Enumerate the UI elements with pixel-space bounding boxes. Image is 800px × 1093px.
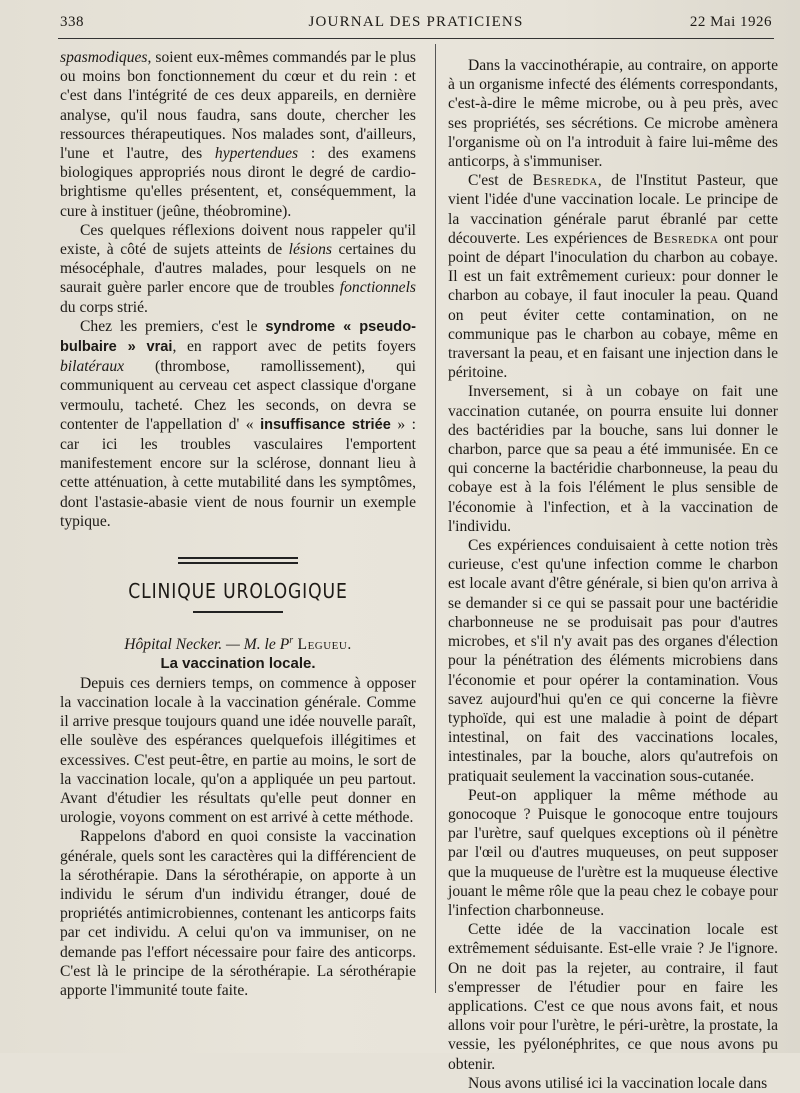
- text-run: Ces quelques réflexions doivent nous rappeler qu'il existe, à côté de sujets atteints de: [60, 221, 416, 259]
- paragraph: Ces expériences conduisaient à cette notion très curieuse, c'est qu'une infection comme le charbon est locale avant d'être générale, si bien qu'on arriva à se demander si ce qui se passait pour une bactéridie charbonneuse ne se produisait pas pour d'autres microbes, et s'il n'y avait pas des organes d'élection pour la pénétration des éléments microbiens dans l'économie et pour opérer la contamination. Vous savez aujourd'hui qu'en ce qui concerne la fièvre typhoïde, qui est une maladie à point de départ intestinal, on fait des vaccinations locales, intestinales, par la bouche, alors qu'autrefois on pratiquait seulement la vaccination sous-cutanée.: [448, 537, 778, 785]
- author-name: Besredka: [653, 229, 719, 247]
- author-name: Legueu.: [293, 636, 352, 654]
- paragraph: Dans la vaccinothérapie, au contraire, on apporte à un organisme infecté des éléments correspondants, c'est-à-dire le même microbe, ou à peu près, avec ses propriétés, ses sécrétions. Ce microbe amènera l'organisme où on l'a introduit à faire lui-même des anticorps, à s'immuniser.: [448, 57, 778, 171]
- text-run: Chez les premiers, c'est le: [80, 317, 266, 335]
- article-title: La vaccination locale.: [160, 655, 316, 673]
- header-rule: [58, 38, 774, 39]
- superscript: r: [289, 635, 294, 647]
- italic-text: fonctionnels: [339, 279, 416, 297]
- paragraph: [60, 221, 416, 317]
- italic-text: spasmodiques: [60, 49, 148, 66]
- italic-text: lésions: [288, 241, 332, 259]
- paragraph: Depuis ces derniers temps, on commence à opposer la vaccination locale à la vaccination générale. Comme il arrive presque toujours quand une idée nouvelle paraît, elle soulève des espérances quelquefois illégitimes et excessives. C'est peut-être, en partie au moins, le sort de la vaccination locale, qu'on a appliquée un peu partout. Avant d'étudier les résultats qu'elle peut donner en urologie, voyons comment on est arrivé à cette méthode.: [60, 674, 416, 827]
- paragraph: Inversement, si à un cobaye on fait une vaccination cutanée, on pourra ensuite lui donner des bactéridies par la bouche, sans lui donner le charbon, parce que sa peau a été immunisée. En ce qui concerne la bactéridie charbonneuse, la peau du cobaye est à la fois l'élément le plus sensible de l'économie à l'infection, et à la vaccination de l'individu.: [448, 383, 778, 535]
- section-separator: [178, 557, 298, 564]
- column-divider: [435, 44, 436, 993]
- text-run: ont pour point de départ l'inoculation du charbon au cobaye. Il est un fait extrêmement curieux: pour donner le charbon au cobaye, il faut inoculer la peau. Quand on peut éviter cette contamination, on ne communique pas le charbon au cobaye, même en traversant la peau, et en faisant une injection dans le péritoine.: [448, 229, 779, 382]
- paragraph: [448, 171, 778, 382]
- text-run: (thrombose, ramollissement), qui communiquent au cerveau cet aspect classique d'organe vermoulu, tacheté. Chez les seconds, on devra se contenter de l'appellation d' «: [60, 358, 416, 433]
- paragraph: Peut-on appliquer la même méthode au gonocoque ? Puisque le gonocoque entre toujours par l'urètre, sauf quelques exceptions où il pénètre par l'œil ou d'autres muqueuses, on peut supposer que la muqueuse de l'urètre est la muqueuse élective jouant le même rôle que la peau chez le cobaye pour l'infection charbonneuse.: [448, 786, 778, 919]
- paragraph: [60, 317, 416, 531]
- text-run: , de l'Institut Pasteur, que vient l'idée d'une vaccination locale. Le principe de la vaccination générale parut ébranlé par cette découverte. Les expériences de: [448, 172, 778, 247]
- bold-text: syndrome « pseudo-bulbaire » vrai: [60, 318, 416, 356]
- paragraph: Rappelons d'abord en quoi consiste la vaccination générale, quels sont les caractères qui la différencient de la sérothérapie. Dans la sérothérapie, on apporte à un individu le sérum d'un individu étranger, doué de propriétés antimicrobiennes, contenant les anticorps faits par cet individu. A celui qu'on va immuniser, on ne demande pas l'effort nécessaire pour faire des anticorps. C'est là le principe de la sérothérapie. La sérothérapie apporte l'immunité toute faite.: [60, 828, 416, 999]
- text-run: certaines du mésocéphale, d'autres malades, pour lesquels on ne saurait guère parler encore que de troubles: [60, 241, 416, 297]
- text-run: » : car ici les troubles vasculaires l'emportent manifestement encore sur la sclérose, donnant lieu à cette atténuation, à cette mutabilité dans les symptômes, dont l'astasie-abasie vient de nous fournir un exemple typique.: [60, 415, 416, 530]
- italic-text: bilatéraux: [60, 358, 125, 376]
- hospital-line: [60, 635, 416, 654]
- text-run: , soient eux-mêmes commandés par le plus ou moins bon fonctionnement du cœur et du rein : et c'est dans l'intégrité de ces deux appareils, en dernière analyse, qu'il nous faudra, sans doute, chercher les ressources thérapeutiques. Nos malades sont, d'ailleurs, l'une et l'autre, des: [60, 49, 416, 163]
- text-run: C'est de: [468, 172, 533, 190]
- issue-date: 22 Mai 1926: [689, 14, 772, 30]
- paragraph: [60, 48, 416, 221]
- author-name: Besredka: [532, 172, 598, 190]
- left-column: [60, 48, 416, 1000]
- paragraph: Nous avons utilisé ici la vaccination locale dans: [468, 1074, 768, 1092]
- text-run: : des examens biologiques appropriés nous diront le degré de cardio-brightisme qu'elles présentent, et, conséquemment, la cure à instituer (jeûne, théobromine).: [60, 145, 416, 220]
- italic-text: hypertendues: [214, 145, 299, 163]
- journal-title: JOURNAL DES PRATICIENS: [308, 14, 524, 30]
- text-run: — M. le P: [222, 636, 290, 654]
- running-head: [60, 14, 772, 36]
- section-title: CLINIQUE UROLOGIQUE: [128, 579, 348, 604]
- page-number: 338: [60, 14, 84, 30]
- right-column: [448, 56, 778, 1093]
- bold-text: insuffisance striée: [260, 416, 391, 433]
- italic-text: Hôpital Necker.: [124, 636, 223, 654]
- text-run: , en rapport avec de petits foyers: [172, 338, 416, 356]
- text-run: du corps strié.: [60, 298, 148, 316]
- title-rule: [193, 611, 283, 613]
- paragraph: Cette idée de la vaccination locale est extrêmement séduisante. Est-elle vraie ? Je l'ignore. On ne doit pas la rejeter, au contraire, il faut s'empresser de l'étudier pour en faire les applications. C'est ce que nous avons fait, et nous allons voir pour l'urètre, le péri-urètre, la prostate, la vessie, les pyélonéphrites, ce que nous avons pu obtenir.: [448, 921, 778, 1073]
